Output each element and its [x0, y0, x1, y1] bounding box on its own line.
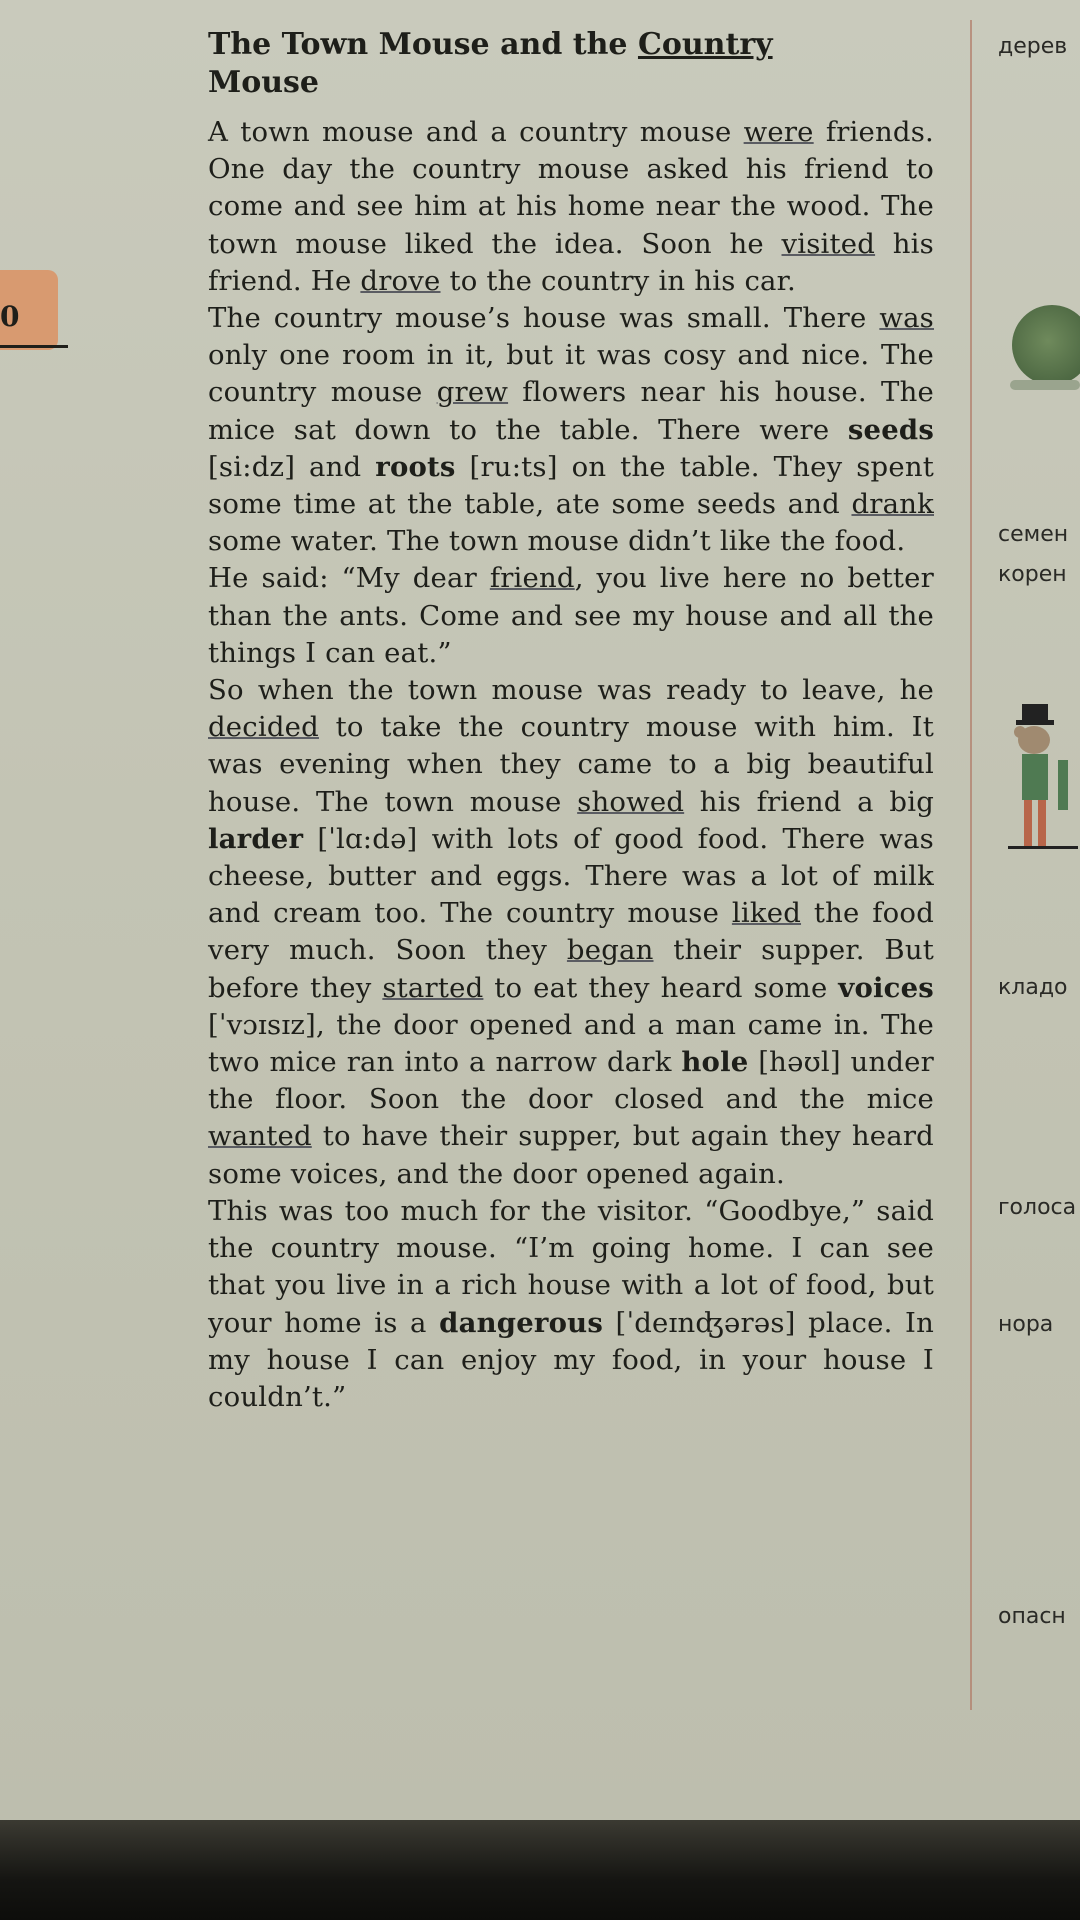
gloss-word: корен [998, 562, 1067, 587]
gloss-word: голоса [998, 1195, 1077, 1220]
gloss-word: опасн [998, 1604, 1066, 1629]
text-run: to have their supper, but again they heard some voices, and the door opened again. [208, 1120, 934, 1190]
page-tab-number: 0 [0, 300, 20, 333]
annotated-verb: drove [360, 264, 441, 297]
annotated-verb: friend [489, 562, 575, 595]
vocab-word: hole [681, 1046, 749, 1079]
text-run: friends. One day the country mouse asked his friend to come and see him at his home near the wood. The town mouse liked the idea. Soon he [208, 116, 934, 260]
annotated-verb: were [743, 116, 814, 148]
text-run: [si:dz] and [208, 450, 376, 483]
text-run: [ˈlɑ:də] with lots of good food. There was cheese, butter and eggs. There was a lot of milk and cream too. The country mouse [208, 822, 934, 930]
town-mouse-illustration [1000, 700, 1080, 860]
gloss-word: дерев [998, 34, 1068, 59]
text-run: [ˈdeɪnʤərəs] place. In my house I can enjoy my food, in your house I couldn’t.” [208, 1306, 934, 1413]
tree-illustration-base [1010, 380, 1080, 390]
text-run: [ru:ts] on the table. They spent some time at the table, ate some seeds and [208, 450, 934, 521]
text-run: to eat they heard some [483, 971, 839, 1004]
text-run: This was too much for the visitor. “Goodbye,” said the country mouse. “I’m going home. I can see that you live in a rich house with a lot of food, but your home is a [208, 1194, 934, 1339]
text-run: to the country in his car. [440, 264, 796, 297]
annotated-verb: wanted [208, 1120, 312, 1153]
title-part-2: Mouse [208, 65, 320, 100]
vocab-word: seeds [847, 413, 934, 446]
text-run: So when the town mouse was ready to leave, he [208, 674, 934, 707]
vocab-word: larder [208, 822, 304, 855]
vocab-word: dangerous [439, 1306, 604, 1339]
story-paragraph [208, 300, 934, 560]
annotated-verb: visited [781, 227, 876, 260]
text-run: the food very much. Soon they [208, 897, 934, 967]
annotated-verb: grew [436, 376, 509, 409]
annotated-verb: drank [851, 488, 934, 521]
annotated-verb: began [566, 934, 654, 967]
text-run: only one room in it, but it was cosy and nice. The country mouse [208, 339, 934, 409]
story-body [208, 114, 934, 1416]
text-run: their supper. But before they [208, 934, 934, 1004]
vocab-word: roots [375, 450, 456, 483]
annotated-verb: showed [577, 785, 685, 818]
margin-rule [970, 20, 972, 1710]
annotated-verb: decided [208, 711, 319, 744]
story-column [208, 26, 934, 1416]
story-title [208, 26, 934, 102]
gloss-word: кладо [998, 975, 1068, 1000]
gloss-word: нора [998, 1312, 1054, 1337]
story-paragraph [208, 1193, 934, 1416]
text-run: [həʊl] under the floor. Soon the door closed and the mice [208, 1046, 934, 1116]
annotated-verb: started [382, 971, 484, 1004]
gloss-word: семен [998, 522, 1069, 547]
text-run: his friend a big [684, 785, 935, 818]
text-run: to take the country mouse with him. It was evening when they came to a big beautiful house. The town mouse [208, 711, 934, 818]
annotated-verb: liked [731, 897, 802, 930]
table-surface [0, 1820, 1080, 1920]
text-run: his friend. He [208, 227, 934, 297]
text-run: A town mouse and a country mouse [208, 116, 744, 148]
story-paragraph [208, 672, 934, 1193]
vocab-word: voices [838, 971, 934, 1004]
title-part-1: The Town Mouse and the [208, 27, 638, 62]
text-run: , you live here no better than the ants. Come and see my house and all the things I can eat.” [208, 562, 935, 669]
text-run: The country mouse’s house was small. There [208, 302, 880, 335]
text-run: [ˈvɔɪsɪz], the door opened and a man came in. The two mice ran into a narrow dark [208, 1008, 934, 1079]
text-run: He said: “My dear [208, 562, 490, 595]
text-run: some water. The town mouse didn’t like the food. [208, 525, 906, 558]
story-paragraph [208, 560, 934, 672]
annotated-verb: was [879, 302, 934, 335]
story-paragraph [208, 114, 934, 300]
page-tab-rule [0, 345, 68, 348]
text-run: flowers near his house. The mice sat down to the table. There were [208, 376, 934, 446]
title-word-country: Country [637, 27, 773, 62]
